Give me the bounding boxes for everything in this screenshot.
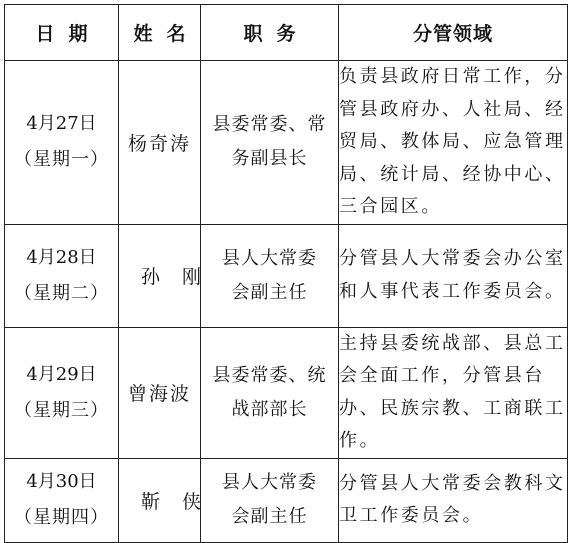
area-cell: 分管县人大常委会办公室和人事代表工作委员会。 bbox=[339, 224, 568, 327]
name-cell bbox=[119, 327, 201, 458]
title-cell bbox=[201, 327, 339, 458]
weekday-text: （星期一） bbox=[14, 149, 109, 171]
table-row bbox=[5, 458, 568, 542]
header-title bbox=[201, 5, 339, 61]
person-name: 孙刚 bbox=[141, 266, 224, 288]
duty-schedule-table bbox=[4, 4, 568, 543]
name-cell bbox=[119, 61, 201, 225]
date-cell bbox=[5, 458, 119, 542]
person-name: 曾海波 bbox=[127, 383, 191, 405]
table-row bbox=[5, 224, 568, 327]
date-text: 4月30日 bbox=[26, 471, 97, 492]
person-name: 靳侠 bbox=[141, 490, 224, 513]
title-cell bbox=[201, 61, 339, 225]
title-line: 县人大常委 bbox=[222, 472, 317, 493]
area-cell: 分管县人大常委会教科文卫工作委员会。 bbox=[339, 458, 568, 542]
date-cell bbox=[5, 327, 119, 458]
name-cell bbox=[119, 458, 224, 542]
header-name-label: 姓名 bbox=[133, 23, 200, 45]
name-cell bbox=[119, 224, 224, 327]
table-row bbox=[5, 327, 568, 458]
date-cell bbox=[5, 61, 119, 225]
duty-schedule bbox=[4, 4, 567, 537]
header-title-label: 职务 bbox=[243, 23, 310, 45]
header-date bbox=[5, 5, 119, 61]
header-area-label: 分管领域 bbox=[412, 23, 493, 45]
title-line: 县委常委、常 bbox=[212, 114, 327, 136]
person-name: 杨奇涛 bbox=[127, 132, 191, 155]
weekday-text: （星期四） bbox=[14, 507, 109, 528]
title-line: 县委常委、统 bbox=[212, 364, 327, 386]
weekday-text: （星期三） bbox=[14, 399, 109, 421]
header-name bbox=[119, 5, 201, 61]
table-header-row bbox=[5, 5, 568, 61]
area-cell: 负责县政府日常工作，分管县政府办、人社局、经贸局、教体局、应急管理局、统计局、经协中心、三合园区。 bbox=[339, 61, 568, 225]
date-cell bbox=[5, 224, 119, 327]
table-row bbox=[5, 61, 568, 225]
header-date-label: 日期 bbox=[35, 23, 102, 45]
date-text: 4月27日 bbox=[26, 113, 97, 135]
weekday-text: （星期二） bbox=[14, 282, 109, 304]
area-cell: 主持县委统战部、县总工会全面工作，分管县台办、民族宗教、工商联工作。 bbox=[339, 327, 568, 458]
title-line: 会副主任 bbox=[231, 281, 308, 303]
title-line: 战部部长 bbox=[231, 398, 308, 420]
date-text: 4月28日 bbox=[26, 246, 97, 268]
title-line: 县人大常委 bbox=[222, 247, 317, 269]
title-line: 务副县长 bbox=[231, 148, 308, 170]
date-text: 4月29日 bbox=[26, 363, 97, 385]
title-line: 会副主任 bbox=[231, 506, 308, 527]
header-area bbox=[339, 5, 568, 61]
